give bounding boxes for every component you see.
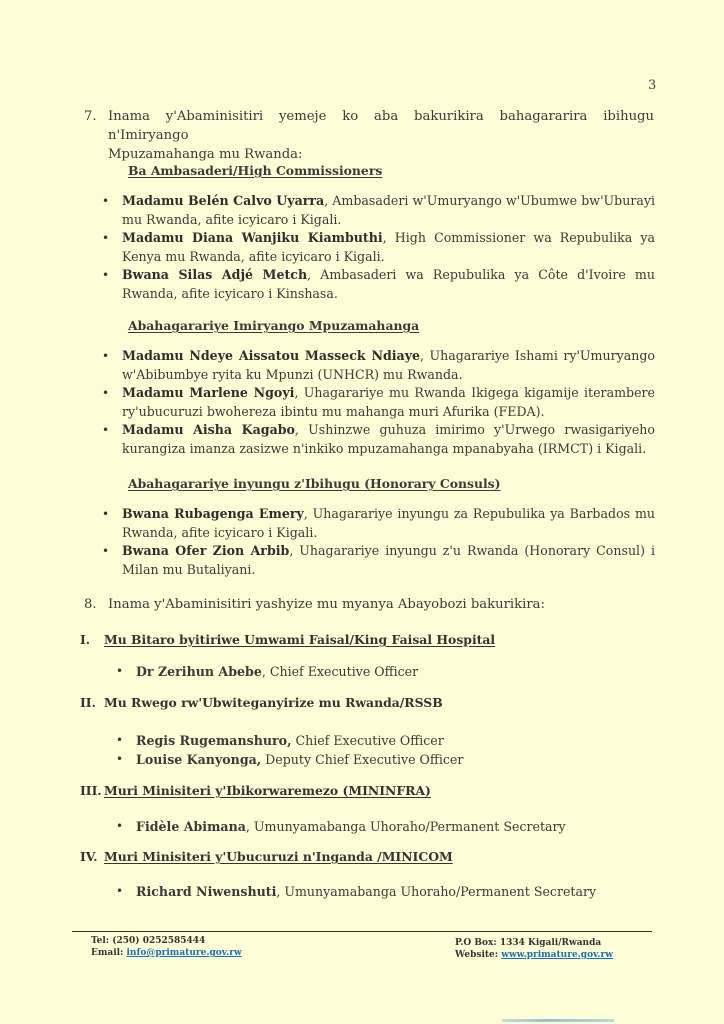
person-name: Madamu Diana Wanjiku Kiambuthi [122,230,383,245]
section-roman: III. [80,783,102,798]
section-roman: IV. [80,849,98,864]
international-orgs-list [100,347,655,458]
section-heading-ii [80,695,443,710]
item-7-paragraph [84,107,654,164]
bullet-icon: • [116,733,124,747]
footer-tel: Tel: (250) 0252585444 [91,936,206,946]
list-item [116,750,463,769]
group-heading-international-orgs: Abahagarariye Imiryango Mpuzamahanga [128,318,420,333]
section-iv-list [116,882,596,901]
person-role: , Ambasaderi w'Umuryango w'Ubumwe bw'Uburayi mu Rwanda, afite icyicaro i Kigali. [122,193,655,227]
person-name: Madamu Aisha Kagabo [122,422,295,437]
person-name: Madamu Ndeye Aissatou Masseck Ndiaye [122,348,421,363]
bullet-icon: • [102,349,110,363]
bullet-icon: • [102,231,110,245]
section-title: Mu Rwego rw'Ubwiteganyirize mu Rwanda/RSSB [104,695,443,710]
person-name: Bwana Ofer Zion Arbib [122,543,290,558]
item-number: 8. [84,597,97,612]
person-name: Regis Rugemanshuro, [136,733,292,748]
section-heading-iv [80,849,453,864]
section-heading-i [80,632,495,647]
bullet-icon: • [116,884,124,898]
list-item [116,731,463,750]
item-8-text: Inama y'Abaminisitiri yashyize mu myanya Abayobozi bakurikira: [108,597,545,612]
person-role: , Uhagarariye Ishami ry'Umuryango w'Abibumbye ryita ku Mpunzi (UNHCR) mu Rwanda. [122,348,656,382]
bullet-icon: • [102,194,110,208]
footer-divider [72,931,652,932]
section-title: Mu Bitaro byitiriwe Umwami Faisal/King Faisal Hospital [104,632,496,647]
footer-email-label: Email: [91,948,127,958]
person-role: , Ambasaderi wa Repubulika ya Côte d'Ivoire mu Rwanda, afite icyicaro i Kinshasa. [122,267,655,301]
honorary-consuls-list [100,505,655,579]
footer-website-label: Website: [455,950,502,960]
person-role: Deputy Chief Executive Officer [261,752,464,767]
person-name: Richard Niwenshuti [136,884,277,899]
bullet-icon: • [102,268,110,282]
list-item [116,662,418,681]
list-item [100,505,655,542]
ambassadors-list [100,192,655,303]
person-role: , Uhagarariye inyungu z'u Rwanda (Honorary Consul) i Milan mu Butaliyani. [122,543,655,577]
list-item [100,192,655,229]
section-title: Muri Minisiteri y'Ubucuruzi n'Inganda /MINICOM [104,849,453,864]
bullet-icon: • [116,819,124,833]
person-name: Madamu Marlene Ngoyi [122,385,295,400]
section-ii-list [116,731,463,769]
person-name: Bwana Silas Adjé Metch [122,267,308,282]
bullet-icon: • [102,507,110,521]
person-role: , Ushinzwe guhuza imirimo y'Urwego rwasigariyeho kurangiza imanza zasizwe n'inkiko mpuzamahanga mpanabyaha (IRMCT) i Kigali. [122,422,655,456]
bullet-icon: • [102,386,110,400]
item-7-line-2: Mpuzamahanga mu Rwanda: [108,147,303,162]
item-number: 7. [84,109,97,124]
person-name: Louise Kanyonga, [136,752,262,767]
footer-email-link[interactable]: info@primature.gov.rw [126,948,242,958]
section-title: Muri Minisiteri y'Ibikorwaremezo (MININFRA) [104,783,431,798]
list-item [100,229,655,266]
page-number: 3 [648,78,657,93]
list-item [116,817,566,836]
section-roman: I. [80,632,91,647]
list-item [116,882,596,901]
bullet-icon: • [116,752,124,766]
list-item [100,542,655,579]
footer-address [455,937,613,961]
person-role: , Uhagarariye inyungu za Repubulika ya Barbados mu Rwanda, afite icyicaro i Kigali. [122,506,655,540]
list-item [100,347,655,384]
person-name: Fidèle Abimana [136,819,246,834]
list-item [100,421,655,458]
list-item [100,384,655,421]
person-name: Madamu Belén Calvo Uyarra [122,193,325,208]
scan-artifact [502,1019,614,1022]
section-heading-iii [80,783,431,798]
person-role: , Chief Executive Officer [261,664,419,679]
footer-website-row [455,949,613,961]
item-7-line-1: Inama y'Abaminisitiri yemeje ko aba bakurikira bahagararira ibihugu n'Imiryango [108,109,654,143]
footer-pobox: P.O Box: 1334 Kigali/Rwanda [455,938,602,948]
group-heading-honorary-consuls: Abahagarariye inyungu z'Ibihugu (Honorary Consuls) [128,476,501,491]
person-name: Bwana Rubagenga Emery [122,506,304,521]
person-role: , Uhagarariye mu Rwanda Ikigega kigamije iterambere ry'ubucuruzi bwohereza ibintu mu mahanga muri Afurika (FEDA). [122,385,656,419]
footer-contact [91,935,242,959]
footer-email-row [91,947,242,959]
section-roman: II. [80,695,96,710]
bullet-icon: • [102,544,110,558]
bullet-icon: • [116,664,124,678]
list-item [100,266,655,303]
person-role: , High Commissioner wa Repubulika ya Kenya mu Rwanda, afite icyicaro i Kigali. [122,230,655,264]
person-role: Chief Executive Officer [291,733,444,748]
group-heading-ambassadors: Ba Ambasaderi/High Commissioners [128,163,383,178]
section-i-list [116,662,418,681]
bullet-icon: • [102,423,110,437]
section-iii-list [116,817,566,836]
person-name: Dr Zerihun Abebe [136,664,262,679]
person-role: , Umunyamabanga Uhoraho/Permanent Secretary [276,884,597,899]
footer-website-link[interactable]: www.primature.gov.rw [501,950,614,960]
person-role: , Umunyamabanga Uhoraho/Permanent Secretary [245,819,566,834]
item-8-paragraph [84,595,654,614]
